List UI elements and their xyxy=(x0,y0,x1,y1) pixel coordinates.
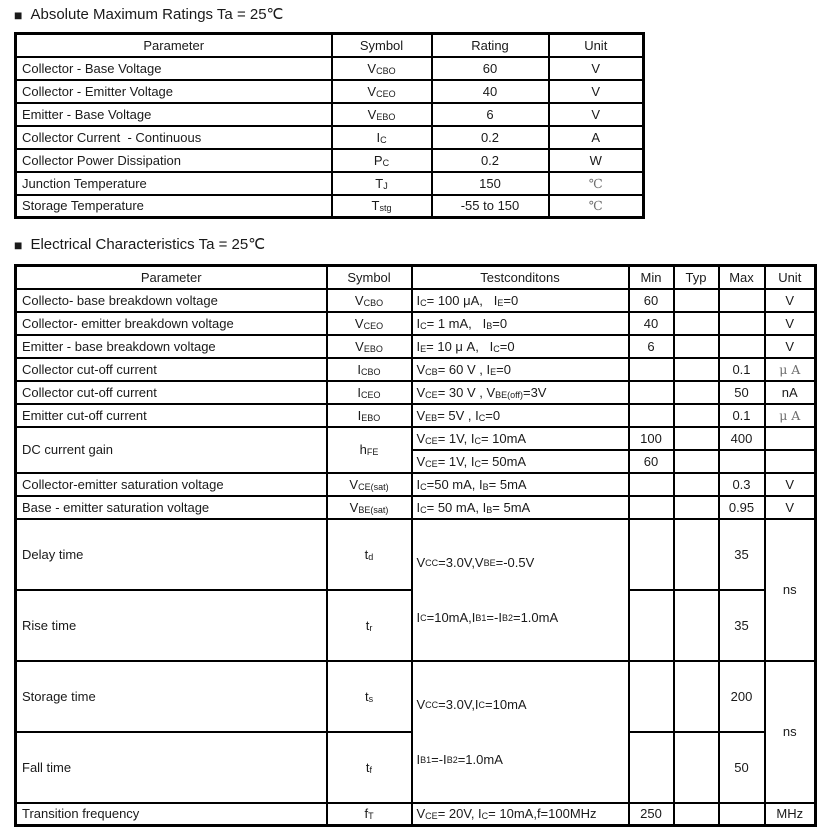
amr-title-text: Absolute Maximum Ratings Ta = 25℃ xyxy=(30,6,284,23)
parameter-cell: Collector - Base Voltage xyxy=(16,57,332,80)
parameter-cell: Transition frequency xyxy=(16,803,327,826)
text-segment: T xyxy=(375,175,384,191)
text-segment: I xyxy=(416,476,421,492)
col-header-typ: Typ xyxy=(674,266,719,289)
text-segment: =0 xyxy=(503,292,519,308)
subscript-text: B2 xyxy=(446,755,458,765)
symbol-cell xyxy=(327,381,412,404)
testcondition-cell xyxy=(412,803,629,826)
text-segment: V xyxy=(416,696,426,712)
col-header-max: Max xyxy=(719,266,765,289)
unit-cell: V xyxy=(765,289,816,312)
symbol-cell xyxy=(327,803,412,826)
text-segment: V xyxy=(367,83,377,99)
parameter-cell: Collector- emitter breakdown voltage xyxy=(16,312,327,335)
subscript-text: CEO xyxy=(376,88,396,99)
symbol-cell xyxy=(332,80,432,103)
subscript-text: EB xyxy=(425,412,438,423)
table-row xyxy=(16,312,816,335)
subscript-text: C xyxy=(420,504,427,515)
parameter-cell: Base - emitter saturation voltage xyxy=(16,496,327,519)
subscript-text: C xyxy=(382,157,390,168)
electrical-characteristics-table xyxy=(14,264,817,827)
text-segment: =3.0V,I xyxy=(438,696,479,712)
text-segment: =1.0mA xyxy=(457,751,503,767)
subscript-text: d xyxy=(368,551,374,562)
testcondition-line xyxy=(417,605,628,630)
testcondition-cell xyxy=(412,312,629,335)
unit-cell: V xyxy=(765,335,816,358)
unit-cell: W xyxy=(549,149,644,172)
text-segment: P xyxy=(373,152,383,168)
symbol-cell xyxy=(327,473,412,496)
symbol-cell xyxy=(332,57,432,80)
text-segment: =1.0mA xyxy=(512,609,559,625)
symbol-cell xyxy=(327,590,412,661)
typ-cell xyxy=(674,496,719,519)
text-segment: V xyxy=(416,806,426,822)
subscript-text: C xyxy=(481,811,489,822)
text-segment: I xyxy=(416,292,421,308)
max-cell: 0.3 xyxy=(719,473,765,496)
col-header-min: Min xyxy=(629,266,674,289)
text-segment: I xyxy=(416,499,421,515)
text-segment: V xyxy=(355,338,364,354)
rating-cell: 150 xyxy=(432,172,549,195)
text-segment: I xyxy=(416,609,421,625)
subscript-text: BE(sat) xyxy=(358,504,389,515)
subscript-text: f xyxy=(369,764,373,775)
subscript-text: CE xyxy=(425,389,438,400)
text-segment: I xyxy=(416,315,421,331)
testcondition-cell xyxy=(412,473,629,496)
parameter-cell: Collector cut-off current xyxy=(16,358,327,381)
text-segment: = 30 V , V xyxy=(437,384,496,400)
text-segment: =0 xyxy=(492,315,508,331)
max-cell xyxy=(719,289,765,312)
ec-section-title xyxy=(14,236,821,254)
subscript-text: C xyxy=(380,134,387,145)
parameter-cell: Rise time xyxy=(16,590,327,661)
symbol-cell xyxy=(327,335,412,358)
text-segment: I xyxy=(416,751,421,767)
subscript-text: B xyxy=(486,320,493,331)
symbol-cell xyxy=(332,195,432,218)
unit-cell xyxy=(765,427,816,450)
ec-header-row xyxy=(16,266,816,289)
typ-cell xyxy=(674,381,719,404)
col-header-rating: Rating xyxy=(432,34,549,57)
min-cell: 250 xyxy=(629,803,674,826)
subscript-text: CEO xyxy=(361,389,381,400)
unit-cell: V xyxy=(765,496,816,519)
col-header-symbol: Symbol xyxy=(327,266,412,289)
subscript-text: EBO xyxy=(376,111,396,122)
testcondition-cell xyxy=(412,335,629,358)
subscript-text: CB xyxy=(425,366,438,377)
table-row xyxy=(16,473,816,496)
parameter-cell: Emitter - Base Voltage xyxy=(16,103,332,126)
parameter-cell: Collector cut-off current xyxy=(16,381,327,404)
text-segment: = 1V, I xyxy=(437,430,475,446)
text-segment: h xyxy=(359,442,367,457)
text-segment: V xyxy=(349,499,359,515)
testcondition-cell xyxy=(412,450,629,473)
unit-cell: ns xyxy=(765,519,816,661)
typ-cell xyxy=(674,450,719,473)
subscript-text: CEO xyxy=(363,320,384,331)
table-row xyxy=(16,149,644,172)
col-header-parameter: Parameter xyxy=(16,266,327,289)
rating-cell: 6 xyxy=(432,103,549,126)
min-cell xyxy=(629,381,674,404)
unit-cell: μ A xyxy=(765,404,816,427)
subscript-text: CBO xyxy=(376,65,396,76)
subscript-text: CE xyxy=(425,811,438,822)
text-segment: =50 mA, I xyxy=(426,476,483,492)
text-segment: f xyxy=(364,806,369,822)
typ-cell xyxy=(674,803,719,826)
min-cell xyxy=(629,590,674,661)
text-segment: V xyxy=(416,430,426,446)
subscript-text: E xyxy=(420,343,427,354)
text-segment: V xyxy=(416,554,426,570)
unit-cell: V xyxy=(549,80,644,103)
text-segment: I xyxy=(416,338,421,354)
subscript-text: s xyxy=(368,693,374,704)
unit-cell: nA xyxy=(765,381,816,404)
text-segment: V xyxy=(354,292,364,308)
text-segment: =-I xyxy=(431,751,447,767)
testcondition-cell xyxy=(412,496,629,519)
subscript-text: B xyxy=(482,481,489,492)
table-row xyxy=(16,289,816,312)
text-segment: I xyxy=(357,407,362,423)
min-cell: 40 xyxy=(629,312,674,335)
typ-cell xyxy=(674,404,719,427)
unit-cell: V xyxy=(549,103,644,126)
testcondition-line xyxy=(417,747,628,772)
subscript-text: T xyxy=(368,811,374,822)
col-header-symbol: Symbol xyxy=(332,34,432,57)
parameter-cell: Collector Power Dissipation xyxy=(16,149,332,172)
text-segment: =0 xyxy=(485,407,501,423)
subscript-text: FE xyxy=(366,447,379,457)
col-header-unit: Unit xyxy=(549,34,644,57)
parameter-cell: Junction Temperature xyxy=(16,172,332,195)
parameter-cell: Emitter cut-off current xyxy=(16,404,327,427)
parameter-cell: Storage time xyxy=(16,661,327,732)
table-row xyxy=(16,103,644,126)
text-segment: = 10 μ A, I xyxy=(426,338,494,354)
parameter-cell: Fall time xyxy=(16,732,327,803)
subscript-text: CBO xyxy=(363,297,384,308)
subscript-text: B1 xyxy=(475,613,487,623)
text-segment: t xyxy=(365,759,370,775)
min-cell xyxy=(629,473,674,496)
min-cell: 60 xyxy=(629,289,674,312)
text-segment: = 1V, I xyxy=(437,453,475,469)
text-segment: V xyxy=(354,315,364,331)
subscript-text: B xyxy=(486,504,493,515)
min-cell xyxy=(629,404,674,427)
parameter-cell: Collecto- base breakdown voltage xyxy=(16,289,327,312)
subscript-text: BE(off) xyxy=(495,389,523,400)
subscript-text: C xyxy=(420,481,427,492)
subscript-text: CC xyxy=(425,558,439,568)
text-segment: = 10mA,f=100MHz xyxy=(488,806,597,822)
testcondition-cell xyxy=(412,381,629,404)
text-segment: t xyxy=(364,688,369,704)
symbol-cell xyxy=(327,519,412,590)
unit-cell: ℃ xyxy=(549,195,644,218)
subscript-text: stg xyxy=(379,203,392,214)
typ-cell xyxy=(674,661,719,732)
col-header-testconditions: Testconditons xyxy=(412,266,629,289)
text-segment: =10mA xyxy=(485,696,527,712)
subscript-text: C xyxy=(478,700,486,710)
typ-cell xyxy=(674,590,719,661)
subscript-text: C xyxy=(420,613,427,623)
testcondition-cell xyxy=(412,661,629,803)
max-cell: 400 xyxy=(719,427,765,450)
max-cell xyxy=(719,450,765,473)
text-segment: T xyxy=(371,198,380,214)
ec-title-text: Electrical Characteristics Ta = 25℃ xyxy=(30,236,266,253)
max-cell: 50 xyxy=(719,732,765,803)
min-cell xyxy=(629,519,674,590)
parameter-cell: Collector - Emitter Voltage xyxy=(16,80,332,103)
subscript-text: C xyxy=(420,297,427,308)
text-segment: I xyxy=(357,361,362,377)
text-segment: V xyxy=(416,407,426,423)
text-segment: I xyxy=(357,384,362,400)
min-cell: 60 xyxy=(629,450,674,473)
typ-cell xyxy=(674,358,719,381)
min-cell xyxy=(629,732,674,803)
typ-cell xyxy=(674,289,719,312)
unit-cell xyxy=(765,450,816,473)
symbol-cell xyxy=(332,172,432,195)
testcondition-cell xyxy=(412,427,629,450)
text-segment: =0 xyxy=(496,361,511,377)
text-segment: = 1 mA, I xyxy=(426,315,487,331)
typ-cell xyxy=(674,519,719,590)
testcondition-cell xyxy=(412,289,629,312)
text-segment: = 5mA xyxy=(492,499,531,515)
unit-cell: ℃ xyxy=(549,172,644,195)
section-bullet-icon: ■ xyxy=(14,7,23,23)
text-segment: =10mA,I xyxy=(426,609,476,625)
table-row xyxy=(16,381,816,404)
table-row xyxy=(16,519,816,590)
unit-cell: A xyxy=(549,126,644,149)
subscript-text: J xyxy=(383,180,388,191)
parameter-cell: Collector-emitter saturation voltage xyxy=(16,473,327,496)
testcondition-cell xyxy=(412,358,629,381)
subscript-text: EBO xyxy=(361,412,381,423)
symbol-cell xyxy=(327,312,412,335)
amr-header-row xyxy=(16,34,644,57)
min-cell xyxy=(629,496,674,519)
amr-section-title xyxy=(14,6,821,24)
rating-cell: 0.2 xyxy=(432,149,549,172)
text-segment: I xyxy=(376,129,381,145)
parameter-cell: Storage Temperature xyxy=(16,195,332,218)
parameter-cell: DC current gain xyxy=(16,427,327,473)
section-bullet-icon: ■ xyxy=(14,237,23,253)
symbol-cell xyxy=(327,404,412,427)
text-segment: V xyxy=(349,476,359,492)
table-row xyxy=(16,126,644,149)
typ-cell xyxy=(674,473,719,496)
text-segment: = 10mA xyxy=(480,430,527,446)
text-segment: = 20V, I xyxy=(437,806,482,822)
min-cell xyxy=(629,661,674,732)
symbol-cell xyxy=(332,149,432,172)
text-segment: =3V xyxy=(522,384,547,400)
symbol-cell xyxy=(327,358,412,381)
col-header-unit: Unit xyxy=(765,266,816,289)
max-cell: 50 xyxy=(719,381,765,404)
rating-cell: 40 xyxy=(432,80,549,103)
unit-cell: μ A xyxy=(765,358,816,381)
min-cell xyxy=(629,358,674,381)
max-cell xyxy=(719,312,765,335)
parameter-cell: Delay time xyxy=(16,519,327,590)
unit-cell: MHz xyxy=(765,803,816,826)
testcondition-cell xyxy=(412,519,629,661)
table-row xyxy=(16,335,816,358)
subscript-text: B1 xyxy=(420,755,432,765)
testcondition-cell xyxy=(412,404,629,427)
symbol-cell xyxy=(327,496,412,519)
max-cell: 200 xyxy=(719,661,765,732)
subscript-text: C xyxy=(474,435,481,446)
text-segment: = 100 μA, I xyxy=(426,292,498,308)
symbol-cell xyxy=(327,661,412,732)
max-cell: 0.95 xyxy=(719,496,765,519)
typ-cell xyxy=(674,427,719,450)
col-header-parameter: Parameter xyxy=(16,34,332,57)
table-row xyxy=(16,172,644,195)
unit-cell: ns xyxy=(765,661,816,803)
symbol-cell xyxy=(332,103,432,126)
text-segment: V xyxy=(367,106,377,122)
text-segment: = 50mA xyxy=(480,453,527,469)
min-cell: 100 xyxy=(629,427,674,450)
typ-cell xyxy=(674,732,719,803)
testcondition-line xyxy=(417,550,628,575)
max-cell: 35 xyxy=(719,590,765,661)
max-cell: 0.1 xyxy=(719,404,765,427)
symbol-cell xyxy=(332,126,432,149)
subscript-text: r xyxy=(369,622,373,633)
subscript-text: C xyxy=(420,320,427,331)
subscript-text: E xyxy=(497,297,504,308)
symbol-cell xyxy=(327,289,412,312)
subscript-text: EBO xyxy=(363,343,383,354)
rating-cell: 0.2 xyxy=(432,126,549,149)
max-cell: 0.1 xyxy=(719,358,765,381)
text-segment: V xyxy=(416,384,426,400)
subscript-text: CBO xyxy=(361,366,381,377)
max-cell: 35 xyxy=(719,519,765,590)
parameter-cell: Emitter - base breakdown voltage xyxy=(16,335,327,358)
unit-cell: V xyxy=(765,473,816,496)
subscript-text: CE(sat) xyxy=(358,481,389,492)
typ-cell xyxy=(674,312,719,335)
subscript-text: C xyxy=(493,343,500,354)
text-segment: = 50 mA, I xyxy=(426,499,487,515)
text-segment: t xyxy=(365,617,370,633)
text-segment: V xyxy=(416,361,426,377)
max-cell xyxy=(719,803,765,826)
testcondition-line xyxy=(417,692,628,717)
unit-cell: V xyxy=(549,57,644,80)
table-row xyxy=(16,404,816,427)
subscript-text: BE xyxy=(483,558,496,568)
subscript-text: B2 xyxy=(501,613,513,623)
text-segment: =-0.5V xyxy=(495,554,535,570)
text-segment: = 5mA xyxy=(488,476,527,492)
subscript-text: CE xyxy=(425,435,438,446)
subscript-text: E xyxy=(490,366,497,377)
text-segment: t xyxy=(364,546,369,562)
symbol-cell xyxy=(327,732,412,803)
subscript-text: CC xyxy=(425,700,439,710)
symbol-cell xyxy=(327,427,412,473)
text-segment: V xyxy=(367,60,377,76)
subscript-text: C xyxy=(474,458,481,469)
table-row xyxy=(16,57,644,80)
min-cell: 6 xyxy=(629,335,674,358)
table-row xyxy=(16,496,816,519)
table-row xyxy=(16,358,816,381)
text-segment: = 5V , I xyxy=(437,407,479,423)
rating-cell: 60 xyxy=(432,57,549,80)
max-cell xyxy=(719,335,765,358)
table-row xyxy=(16,427,816,450)
text-segment: =0 xyxy=(499,338,515,354)
subscript-text: C xyxy=(478,412,486,423)
absolute-maximum-ratings-table xyxy=(14,32,645,219)
table-row xyxy=(16,195,644,218)
typ-cell xyxy=(674,335,719,358)
text-segment: =3.0V,V xyxy=(438,554,484,570)
unit-cell: V xyxy=(765,312,816,335)
subscript-text: CE xyxy=(425,458,438,469)
rating-cell: -55 to 150 xyxy=(432,195,549,218)
table-row xyxy=(16,661,816,732)
text-segment: V xyxy=(416,453,426,469)
table-row xyxy=(16,80,644,103)
parameter-cell: Collector Current - Continuous xyxy=(16,126,332,149)
text-segment: =-I xyxy=(486,609,502,625)
text-segment: = 60 V , I xyxy=(437,361,491,377)
table-row xyxy=(16,803,816,826)
